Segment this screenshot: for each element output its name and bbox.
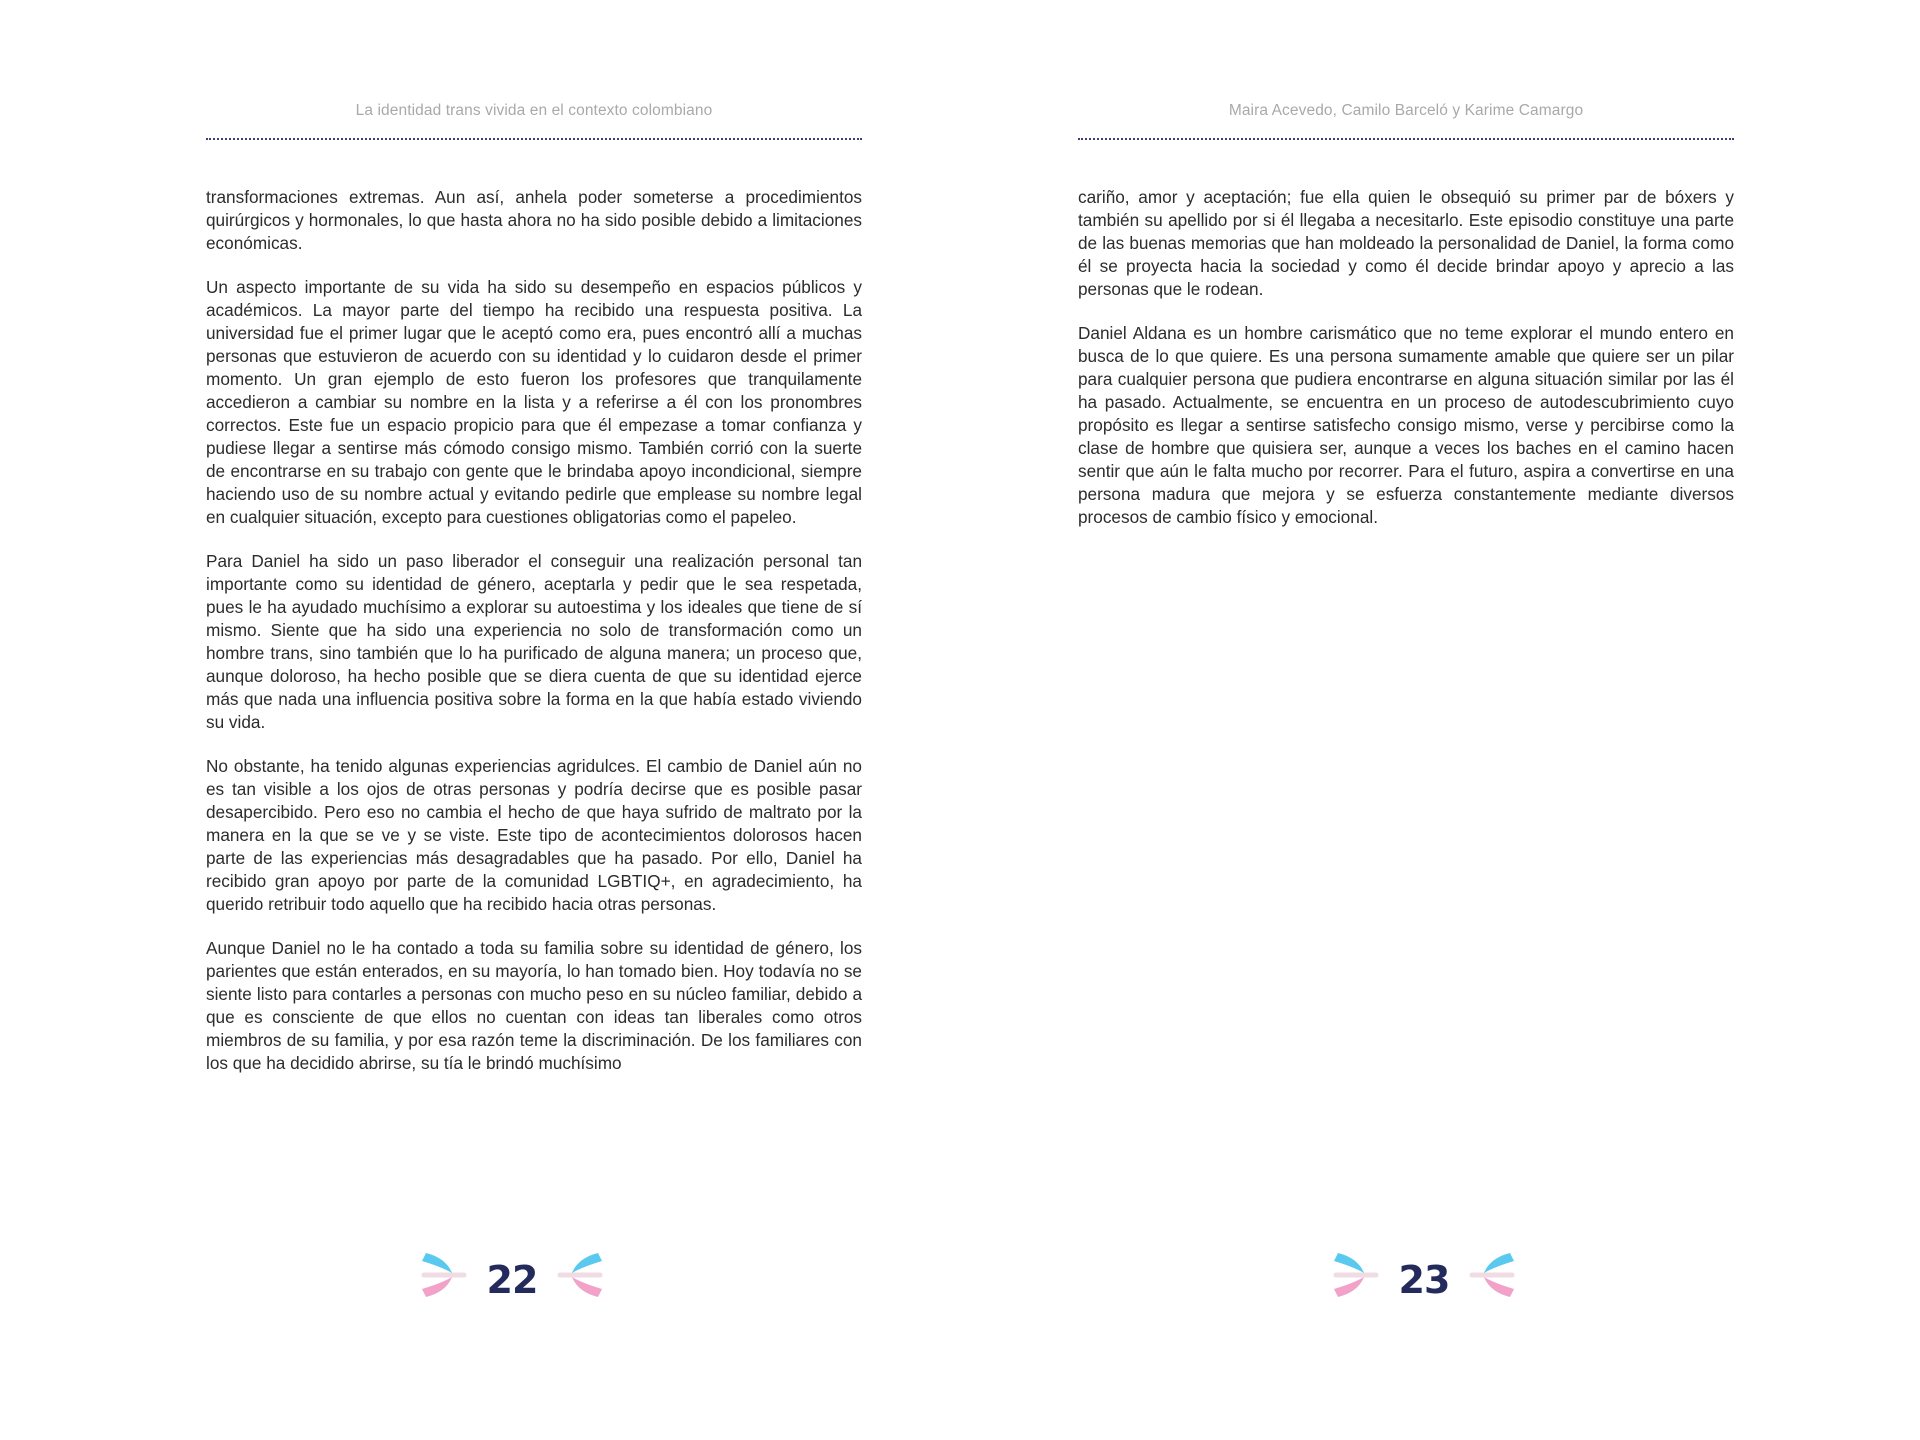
right-page bbox=[960, 0, 1920, 1440]
paragraph: Aunque Daniel no le ha contado a toda su familia sobre su identidad de género, los parientes que están enterados, en su mayoría, lo han tomado bien. Hoy todavía no se siente listo para contarles a personas con mucho peso en su núcleo familiar, debido a que es consciente de que ellos no cuentan con ideas tan liberales como otros miembros de su familia, y por esa razón teme la discriminación. De los familiares con los que ha decidido abrirse, su tía le brindó muchísimo bbox=[206, 938, 862, 1073]
page-number-ornament bbox=[1324, 1246, 1524, 1316]
body-text bbox=[1078, 186, 1734, 550]
header-dotted-rule bbox=[206, 138, 862, 140]
body-text bbox=[206, 186, 862, 1096]
paragraph: Daniel Aldana es un hombre carismático que no teme explorar el mundo entero en busca de lo que quiere. Es una persona sumamente amable que quiere ser un pilar para cualquier persona que pudiera encontrarse en alguna situación similar por las él ha pasado. Actualmente, se encuentra en un proceso de autodescubrimiento cuyo propósito es llegar a sentirse satisfecho consigo mismo, verse y percibirse como la clase de hombre que quisiera ser, aunque a veces los baches en el camino hacen sentir que aún le falta mucho por recorrer. Para el futuro, aspira a convertirse en una persona madura que mejora y se esfuerza constantemente mediante diversos procesos de cambio físico y emocional. bbox=[1078, 323, 1734, 527]
paragraph: cariño, amor y aceptación; fue ella quien le obsequió su primer par de bóxers y también su apellido por si él llegaba a necesitarlo. Este episodio constituye una parte de las buenas memorias que han moldeado la personalidad de Daniel, la forma como él se proyecta hacia la sociedad y como él decide brindar apoyo y aprecio a las personas que le rodean. bbox=[1078, 187, 1734, 299]
page-number: 23 bbox=[1398, 1258, 1450, 1302]
paragraph: No obstante, ha tenido algunas experiencias agridulces. El cambio de Daniel aún no es tan visible a los ojos de otras personas y podría decirse que es posible pasar desapercibido. Pero eso no cambia el hecho de que haya sufrido de maltrato por la manera en la que se ve y se viste. Este tipo de acontecimientos dolorosos hacen parte de las experiencias más desagradables que ha pasado. Por ello, Daniel ha recibido gran apoyo por parte de la comunidad LGBTIQ+, en agradecimiento, ha querido retribuir todo aquello que ha recibido hacia otras personas. bbox=[206, 756, 862, 914]
page-number: 22 bbox=[486, 1258, 538, 1302]
page-number-ornament bbox=[412, 1246, 612, 1316]
paragraph: Un aspecto importante de su vida ha sido su desempeño en espacios públicos y académicos. La mayor parte del tiempo ha recibido una respuesta positiva. La universidad fue el primer lugar que le aceptó como era, pues encontró allí a muchas personas que estuvieron de acuerdo con su identidad y lo cuidaron desde el primer momento. Un gran ejemplo de esto fueron los profesores que tranquilamente accedieron a cambiar su nombre en la lista y a referirse a él con los pronombres correctos. Este fue un espacio propicio para que él empezase a tomar confianza y pudiese llegar a sentirse más cómodo consigo mismo. También corrió con la suerte de encontrarse en su trabajo con gente que le brindaba apoyo incondicional, siempre haciendo uso de su nombre actual y evitando pedirle que emplease su nombre legal en cualquier situación, excepto para cuestiones obligatorias como el papeleo. bbox=[206, 277, 862, 527]
running-header: Maira Acevedo, Camilo Barceló y Karime Camargo bbox=[1228, 102, 1584, 119]
running-header: La identidad trans vivida en el contexto colombiano bbox=[355, 102, 713, 119]
paragraph: Para Daniel ha sido un paso liberador el conseguir una realización personal tan importante como su identidad de género, aceptarla y pedir que le sea respetada, pues le ha ayudado muchísimo a explorar su autoestima y los ideales que tiene de sí mismo. Siente que ha sido una experiencia no solo de transformación como un hombre trans, sino también que lo ha purificado de alguna manera; un proceso que, aunque doloroso, ha hecho posible que se diera cuenta de que su identidad ejerce más que nada una influencia positiva sobre la forma en la que había estado viviendo su vida. bbox=[206, 551, 862, 732]
header-dotted-rule bbox=[1078, 138, 1734, 140]
paragraph: transformaciones extremas. Aun así, anhela poder someterse a procedimientos quirúrgicos y hormonales, lo que hasta ahora no ha sido posible debido a limitaciones económicas. bbox=[206, 187, 862, 253]
